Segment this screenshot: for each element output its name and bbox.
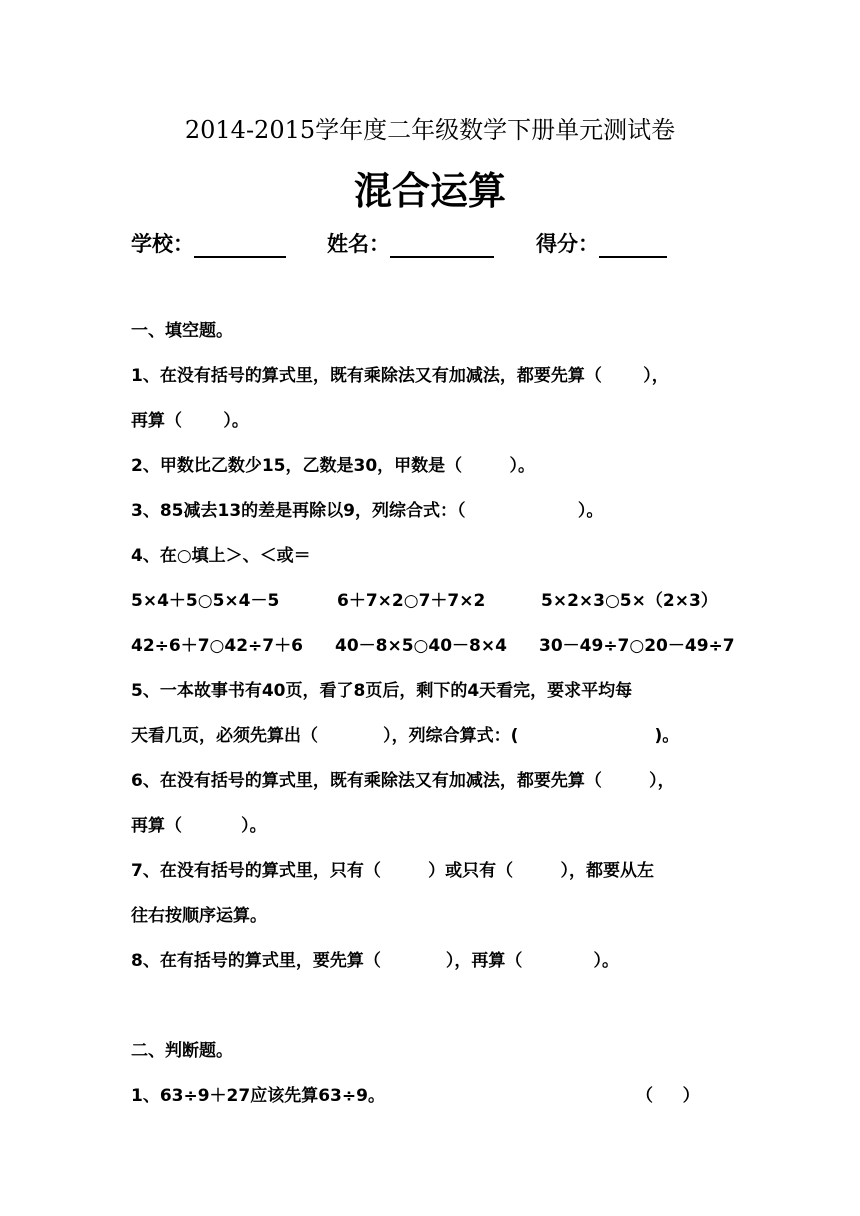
score-label: 得分：: [536, 232, 599, 256]
question-7-line-1: 7、在没有括号的算式里，只有（ ）或只有（ ），都要从左: [131, 861, 655, 881]
question-1-line-2: 再算（ ）。: [131, 411, 249, 431]
comparison-expression: 40－8×5○40－8×4: [335, 636, 507, 656]
score-field: [536, 228, 667, 258]
comparison-expression: 6＋7×2○7＋7×2: [337, 591, 486, 611]
name-field: [327, 228, 494, 258]
exam-title: 2014-2015学年度二年级数学下册单元测试卷: [184, 116, 676, 144]
school-field: [131, 228, 286, 258]
question-5-line-1: 5、一本故事书有40页，看了8页后，剩下的4天看完，要求平均每: [131, 681, 633, 701]
name-label: 姓名：: [327, 232, 390, 256]
judge-answer-blank[interactable]: （ ）: [636, 1086, 700, 1106]
question-5-line-2: 天看几页，必须先算出（ ），列综合算式：( )。: [131, 726, 680, 746]
question-6-line-2: 再算（ ）。: [131, 816, 267, 836]
comparison-expression: 30－49÷7○20－49÷7: [539, 636, 735, 656]
comparison-expression: 5×2×3○5×（2×3）: [541, 591, 718, 611]
question-8: 8、在有括号的算式里，要先算（ ），再算（ ）。: [131, 951, 619, 971]
question-3: 3、85减去13的差是再除以9，列综合式：（ ）。: [131, 501, 604, 521]
judge-question-1: 1、63÷9＋27应该先算63÷9。: [131, 1086, 385, 1106]
section1-heading: 一、填空题。: [131, 321, 233, 341]
score-blank[interactable]: [599, 234, 667, 258]
comparison-expression: 42÷6＋7○42÷7＋6: [131, 636, 303, 656]
comparison-expression: 5×4＋5○5×4－5: [131, 591, 280, 611]
question-6-line-1: 6、在没有括号的算式里，既有乘除法又有加减法，都要先算（ ），: [131, 771, 675, 791]
school-label: 学校：: [131, 232, 194, 256]
name-blank[interactable]: [390, 234, 494, 258]
question-1-line-1: 1、在没有括号的算式里，既有乘除法又有加减法，都要先算（ ），: [131, 366, 669, 386]
question-7-line-2: 往右按顺序运算。: [131, 906, 267, 926]
question-4: 4、在○填上＞、＜或＝: [131, 546, 311, 566]
school-blank[interactable]: [194, 234, 286, 258]
exam-subtitle: 混合运算: [353, 169, 506, 213]
section2-heading: 二、判断题。: [131, 1041, 233, 1061]
question-2: 2、甲数比乙数少15，乙数是30，甲数是（ ）。: [131, 456, 535, 476]
